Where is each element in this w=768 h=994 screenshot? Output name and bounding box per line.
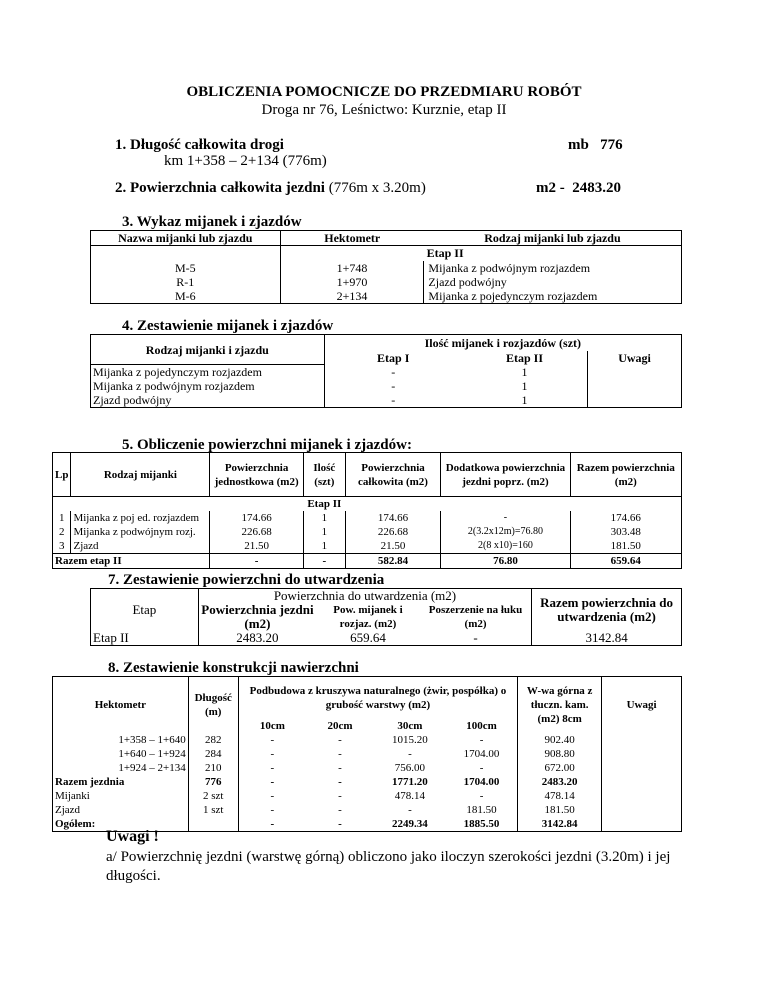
table-row bbox=[53, 775, 682, 789]
s8-cell bbox=[602, 789, 682, 803]
s8-cell: - bbox=[238, 817, 306, 832]
s5-cell: 1 bbox=[303, 511, 345, 525]
s8-cell: - bbox=[408, 803, 412, 816]
notes-text: a/ Powierzchnię jezdni (warstwę górną) obliczono jako iloczyn szerokości jezdni (3.20m) i jej długości. bbox=[106, 849, 671, 884]
section-2-formula: (776m x 3.20m) bbox=[324, 180, 426, 196]
s8-cell: Ogółem: bbox=[53, 817, 189, 832]
s8-cell bbox=[602, 775, 682, 789]
s3-col-name: Nazwa mijanki lub zjazdu bbox=[91, 231, 281, 246]
s5-cell: Mijanka z podwójnym rozj. bbox=[71, 525, 210, 539]
s4-cell: 1 bbox=[462, 365, 588, 380]
s5-cell: 76.80 bbox=[441, 554, 570, 569]
s8-cell: 908.80 bbox=[518, 747, 602, 761]
s8-cell: 1771.20 bbox=[392, 775, 428, 788]
page-subtitle: Droga nr 76, Leśnictwo: Kurznie, etap II bbox=[261, 102, 507, 118]
s5-cell: 226.68 bbox=[210, 525, 304, 539]
s5-cell: 2(3.2x12m)=76.80 bbox=[441, 525, 570, 539]
section-1-sub: km 1+358 – 2+134 (776m) bbox=[164, 153, 327, 169]
section-2-label: 2. Powierzchnia całkowita jezdni bbox=[115, 180, 325, 196]
s8-col-100: 100cm bbox=[446, 719, 518, 733]
table-row bbox=[53, 803, 682, 817]
s8-cell: 1 szt bbox=[188, 803, 238, 817]
s5-table bbox=[52, 452, 682, 569]
s8-cell bbox=[602, 817, 682, 832]
s3-cell: 2+134 bbox=[280, 289, 424, 304]
s8-cell: - bbox=[238, 803, 306, 817]
s8-cell: 2483.20 bbox=[518, 775, 602, 789]
s5-cell: 303.48 bbox=[570, 525, 681, 539]
section-4-heading: 4. Zestawienie mijanek i zjazdów bbox=[122, 318, 334, 334]
s8-cell: 210 bbox=[188, 761, 238, 775]
s5-cell: Zjazd bbox=[71, 539, 210, 554]
s7-col-posz: Poszerzenie na łuku (m2) bbox=[420, 603, 532, 631]
s4-cell: - bbox=[324, 365, 462, 380]
s5-cell: 582.84 bbox=[345, 554, 441, 569]
s5-cell: 174.66 bbox=[570, 511, 681, 525]
s8-cell: - bbox=[338, 789, 342, 802]
s7-col-jezdnia: Powierzchnia jezdni (m2) bbox=[198, 603, 316, 631]
s4-cell: 1 bbox=[462, 393, 588, 408]
s5-col-extra: Dodatkowa powierzchnia jezdni poprz. (m2) bbox=[441, 453, 570, 497]
s7-col-mij: Pow. mijanek i rozjaz. (m2) bbox=[333, 604, 403, 630]
s8-cell: 2 szt bbox=[188, 789, 238, 803]
s8-cell bbox=[602, 747, 682, 761]
s5-col-qty: Ilość (szt) bbox=[303, 453, 345, 497]
s8-cell: - bbox=[446, 733, 518, 747]
s8-cell: - bbox=[338, 747, 342, 760]
s3-cell: Mijanka z podwójnym rozjazdem bbox=[424, 261, 682, 275]
section-1-value: mb 776 bbox=[568, 137, 623, 153]
table-row bbox=[91, 631, 682, 646]
section-1-heading: 1. Długość całkowita drogi bbox=[115, 137, 284, 153]
s8-cell: 756.00 bbox=[394, 761, 426, 774]
s8-cell: 181.50 bbox=[518, 803, 602, 817]
page-title: OBLICZENIA POMOCNICZE DO PRZEDMIARU ROBÓT bbox=[186, 84, 582, 100]
s3-cell: 1+748 bbox=[280, 261, 424, 275]
s8-cell: 1+358 – 1+640 bbox=[53, 733, 189, 747]
s5-col-kind: Rodzaj mijanki bbox=[71, 453, 210, 497]
table-row bbox=[53, 761, 682, 775]
s8-cell: Razem jezdnia bbox=[53, 775, 189, 789]
s7-col-etap: Etap bbox=[91, 589, 199, 632]
section-7-heading: 7. Zestawienie powierzchni do utwardzenia bbox=[108, 572, 385, 588]
s7-cell: 2483.20 bbox=[198, 631, 316, 646]
s5-cell: 2(8 x10)=160 bbox=[441, 539, 570, 554]
s7-col-group: Powierzchnia do utwardzenia (m2) bbox=[198, 589, 531, 604]
s8-cell: 282 bbox=[188, 733, 238, 747]
s8-cell: - bbox=[238, 775, 306, 789]
table-row bbox=[53, 733, 682, 747]
s8-cell: 1015.20 bbox=[392, 733, 428, 746]
s4-col-group: Ilość mijanek i rozjazdów (szt) bbox=[324, 335, 681, 351]
table-row bbox=[91, 261, 682, 275]
s7-table bbox=[90, 588, 682, 646]
s7-cell: Etap II bbox=[91, 631, 199, 646]
s8-cell: 1885.50 bbox=[446, 817, 518, 832]
section-5-heading: 5. Obliczenie powierzchni mijanek i zjazdów: bbox=[122, 437, 412, 453]
s8-cell bbox=[188, 817, 238, 832]
s8-cell: - bbox=[408, 747, 412, 760]
s4-cell: - bbox=[324, 393, 462, 408]
s8-cell: 478.14 bbox=[394, 789, 426, 802]
s4-col-kind: Rodzaj mijanki i zjazdu bbox=[91, 335, 325, 365]
s5-cell: 181.50 bbox=[570, 539, 681, 554]
s5-cell: 1 bbox=[303, 539, 345, 554]
s4-col-e1: Etap I bbox=[324, 351, 462, 365]
s4-cell: 1 bbox=[462, 379, 588, 393]
s8-cell: Zjazd bbox=[53, 803, 189, 817]
s8-table bbox=[52, 676, 682, 832]
s5-cell: - bbox=[303, 554, 345, 569]
table-row bbox=[53, 747, 682, 761]
s4-cell: Zjazd podwójny bbox=[91, 393, 325, 408]
s3-cell: M-5 bbox=[91, 261, 281, 275]
s8-cell: 1704.00 bbox=[446, 775, 518, 789]
s8-cell bbox=[602, 733, 682, 747]
s5-total-label: Razem etap II bbox=[53, 554, 210, 569]
s8-cell bbox=[602, 803, 682, 817]
s8-cell: 776 bbox=[188, 775, 238, 789]
s8-cell bbox=[602, 761, 682, 775]
s5-col-lp: Lp bbox=[53, 453, 71, 497]
section-2-heading bbox=[115, 180, 426, 197]
s5-group: Etap II bbox=[303, 497, 345, 512]
table-row bbox=[53, 525, 682, 539]
s5-cell: 3 bbox=[53, 539, 71, 554]
table-row bbox=[53, 554, 682, 569]
s5-cell: 1 bbox=[53, 511, 71, 525]
s8-cell: 1704.00 bbox=[446, 747, 518, 761]
s8-cell: - bbox=[338, 761, 342, 774]
table-row bbox=[91, 379, 682, 393]
s7-cell: - bbox=[420, 631, 532, 646]
s5-cell: 21.50 bbox=[345, 539, 441, 554]
s5-col-total: Powierzchnia całkowita (m2) bbox=[345, 453, 441, 497]
section-2-value: m2 - 2483.20 bbox=[536, 180, 621, 196]
s5-cell: Mijanka z poj ed. rozjazdem bbox=[71, 511, 210, 525]
s8-col-group: Podbudowa z kruszywa naturalnego (żwir, pospółka) o grubość warstwy (m2) bbox=[238, 677, 518, 719]
s4-cell: - bbox=[324, 379, 462, 393]
s8-cell: 284 bbox=[188, 747, 238, 761]
s5-cell: - bbox=[441, 511, 570, 525]
s5-cell: 226.68 bbox=[345, 525, 441, 539]
section-8-heading: 8. Zestawienie konstrukcji nawierzchni bbox=[108, 660, 359, 676]
s8-cell: 2249.34 bbox=[374, 817, 446, 832]
s5-col-unit: Powierzchnia jednostkowa (m2) bbox=[210, 453, 304, 497]
s5-cell: 2 bbox=[53, 525, 71, 539]
table-row bbox=[53, 511, 682, 525]
section-3-heading: 3. Wykaz mijanek i zjazdów bbox=[122, 214, 302, 230]
s3-cell: Mijanka z pojedynczym rozjazdem bbox=[424, 289, 682, 304]
s4-col-notes: Uwagi bbox=[588, 351, 682, 365]
table-row bbox=[91, 275, 682, 289]
s8-cell: - bbox=[446, 789, 518, 803]
s3-col-type: Rodzaj mijanki lub zjazdu bbox=[424, 231, 682, 246]
table-row bbox=[53, 539, 682, 554]
s8-col-20: 20cm bbox=[327, 719, 353, 732]
s8-cell: 3142.84 bbox=[518, 817, 602, 832]
s8-cell: - bbox=[238, 747, 306, 761]
s5-cell: 174.66 bbox=[210, 511, 304, 525]
s8-col-notes: Uwagi bbox=[602, 677, 682, 733]
s3-cell: R-1 bbox=[91, 275, 281, 289]
s5-cell: 1 bbox=[303, 525, 345, 539]
table-row bbox=[91, 393, 682, 408]
notes-heading: Uwagi ! bbox=[106, 828, 159, 845]
s8-cell: - bbox=[306, 817, 374, 832]
s3-col-hm: Hektometr bbox=[280, 231, 424, 246]
s5-cell: - bbox=[210, 554, 304, 569]
s5-cell: 659.64 bbox=[570, 554, 681, 569]
s8-cell: 1+924 – 2+134 bbox=[53, 761, 189, 775]
s8-col-10: 10cm bbox=[259, 719, 285, 732]
s7-cell: 659.64 bbox=[316, 631, 420, 646]
s5-cell: 21.50 bbox=[210, 539, 304, 554]
s4-col-e2: Etap II bbox=[462, 351, 588, 365]
s8-col-30: 30cm bbox=[397, 719, 423, 732]
s8-cell: - bbox=[238, 733, 306, 747]
s3-cell: Zjazd podwójny bbox=[424, 275, 682, 289]
s8-cell: 902.40 bbox=[518, 733, 602, 747]
table-row bbox=[53, 789, 682, 803]
s3-cell: M-6 bbox=[91, 289, 281, 304]
s8-cell: - bbox=[238, 761, 306, 775]
s8-col-hm: Hektometr bbox=[53, 677, 189, 733]
s8-cell: - bbox=[446, 761, 518, 775]
table-row bbox=[91, 365, 682, 380]
s8-cell: 181.50 bbox=[446, 803, 518, 817]
s8-col-len: Długość (m) bbox=[188, 677, 238, 733]
s3-cell: 1+970 bbox=[280, 275, 424, 289]
s5-cell: 174.66 bbox=[345, 511, 441, 525]
s7-cell: 3142.84 bbox=[532, 631, 682, 646]
s8-cell: Mijanki bbox=[53, 789, 189, 803]
s4-table bbox=[90, 334, 682, 408]
s3-group: Etap II bbox=[280, 246, 681, 261]
s5-col-sum: Razem powierzchnia (m2) bbox=[570, 453, 681, 497]
s8-cell: - bbox=[238, 789, 306, 803]
table-row bbox=[91, 289, 682, 304]
s8-cell: 478.14 bbox=[518, 789, 602, 803]
s4-cell: Mijanka z podwójnym rozjazdem bbox=[91, 379, 325, 393]
s8-cell: - bbox=[338, 775, 342, 788]
s4-cell: Mijanka z pojedynczym rozjazdem bbox=[91, 365, 325, 380]
s8-cell: - bbox=[338, 733, 342, 746]
s8-cell: - bbox=[338, 803, 342, 816]
s7-col-sum: Razem powierzchnia do utwardzenia (m2) bbox=[532, 589, 682, 632]
s8-cell: 672.00 bbox=[518, 761, 602, 775]
s8-cell: 1+640 – 1+924 bbox=[53, 747, 189, 761]
s3-table bbox=[90, 230, 682, 304]
s8-col-top: W-wa górna z tłuczn. kam. (m2) 8cm bbox=[518, 677, 602, 733]
